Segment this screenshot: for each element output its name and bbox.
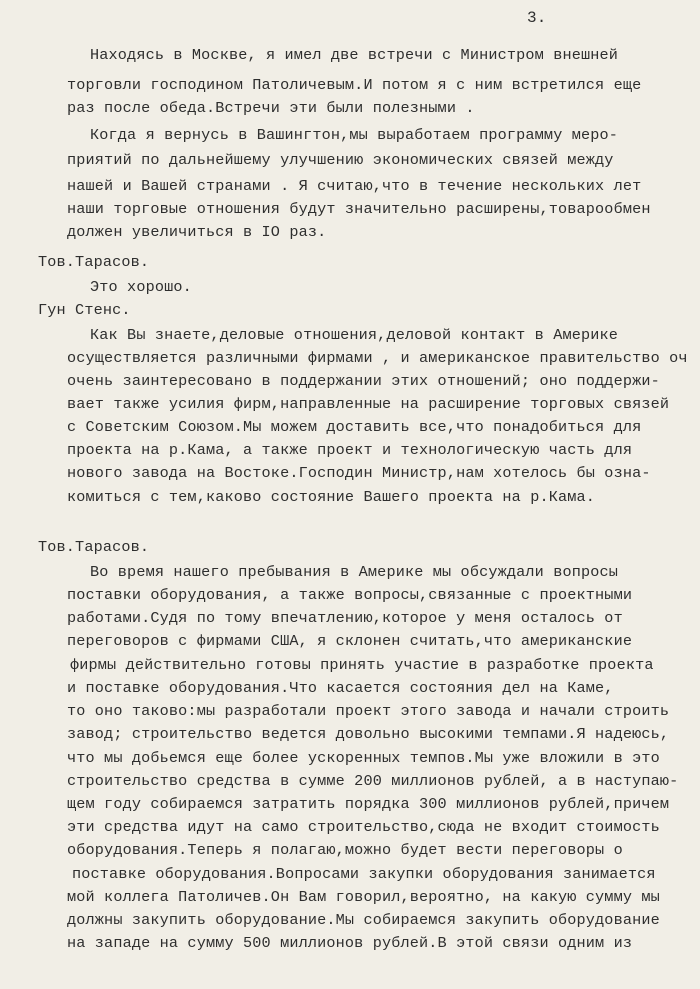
text-line: Это хорошо. [90, 278, 192, 296]
text-line: Тов.Тарасов. [38, 253, 150, 271]
text-line: должен увеличиться в IO раз. [67, 223, 327, 241]
text-line: завод; строительство ведется довольно высокими темпами.Я надеюсь, [67, 725, 670, 743]
text-line: должны закупить оборудование.Мы собираемся закупить оборудование [67, 911, 660, 929]
text-line: Во время нашего пребывания в Америке мы обсуждали вопросы [90, 563, 619, 581]
text-line: на западе на сумму 500 миллионов рублей.В этой связи одним из [67, 934, 633, 952]
text-line: очень заинтересовано в поддержании этих отношений; оно поддержи- [67, 372, 660, 390]
text-line: фирмы действительно готовы принять участие в разработке проекта [70, 656, 654, 674]
text-line: Тов.Тарасов. [38, 538, 150, 556]
text-line: Как Вы знаете,деловые отношения,деловой контакт в Америке [90, 326, 619, 344]
text-line: то оно таково:мы разработали проект этого завода и начали строить [67, 702, 670, 720]
text-line: Когда я вернусь в Вашингтон,мы выработаем программу меро- [90, 126, 619, 144]
text-line: нового завода на Востоке.Господин Министр,нам хотелось бы озна- [67, 464, 651, 482]
text-line: переговоров с фирмами США, я склонен считать,что американские [67, 632, 633, 650]
text-line: торговли господином Патоличевым.И потом я с ним встретился еще [67, 76, 642, 94]
text-line: щем году собираемся затратить порядка 300 миллионов рублей,причем [67, 795, 670, 813]
text-line: поставки оборудования, а также вопросы,связанные с проектными [67, 586, 633, 604]
text-line: с Советским Союзом.Мы можем доставить все,что понадобиться для [67, 418, 642, 436]
text-line: раз после обеда.Встречи эти были полезными . [67, 99, 475, 117]
text-line: проекта на р.Кама, а также проект и технологическую часть для [67, 441, 633, 459]
text-line: осуществляется различными фирмами , и американское правительство оч [67, 349, 688, 367]
page-number: 3. [527, 9, 547, 27]
text-line: комиться с тем,каково состояние Вашего проекта на р.Кама. [67, 488, 596, 506]
text-line: и поставке оборудования.Что касается состояния дел на Каме, [67, 679, 614, 697]
text-line: вает также усилия фирм,направленные на расширение торговых связей [67, 395, 670, 413]
text-line: работами.Судя по тому впечатлению,которое у меня осталось от [67, 609, 623, 627]
text-line: нашей и Вашей странами . Я считаю,что в течение нескольких лет [67, 177, 642, 195]
text-line: эти средства идут на само строительство,сюда не входит стоимость [67, 818, 660, 836]
text-line: поставке оборудования.Вопросами закупки оборудования занимается [72, 865, 656, 883]
text-line: наши торговые отношения будут значительно расширены,товарообмен [67, 200, 651, 218]
text-line: Находясь в Москве, я имел две встречи с Министром внешней [90, 46, 619, 64]
text-line: мой коллега Патоличев.Он Вам говорил,вероятно, на какую сумму мы [67, 888, 660, 906]
text-line: оборудования.Теперь я полагаю,можно будет вести переговоры о [67, 841, 623, 859]
text-line: Гун Стенс. [38, 301, 131, 319]
text-line: что мы добьемся еще более ускоренных темпов.Мы уже вложили в это [67, 749, 660, 767]
text-line: строительство средства в сумме 200 миллионов рублей, а в наступаю- [67, 772, 679, 790]
text-line: приятий по дальнейшему улучшению экономических связей между [67, 151, 614, 169]
